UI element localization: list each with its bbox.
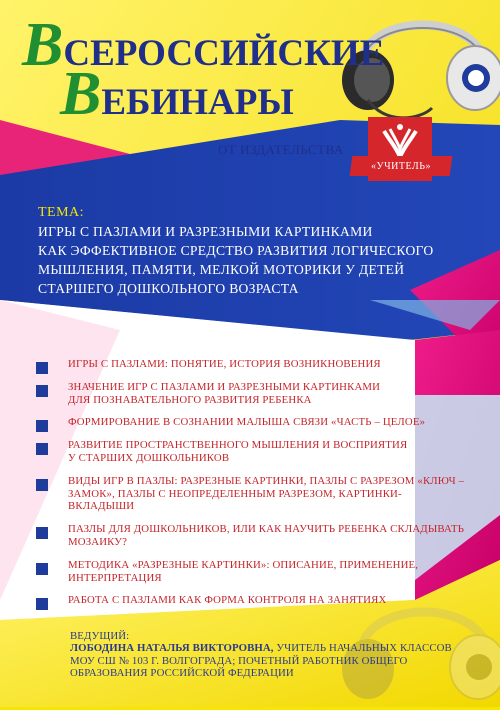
list-item-line: У СТАРШИХ ДОШКОЛЬНИКОВ xyxy=(68,451,230,464)
topic-title xyxy=(38,222,468,298)
topic-line: СТАРШЕГО ДОШКОЛЬНОГО ВОЗРАСТА xyxy=(38,281,299,296)
publisher-label: ОТ ИЗДАТЕЛЬСТВА xyxy=(218,142,344,157)
list-item-line: ВКЛАДЫШИ xyxy=(68,500,135,513)
brand-word: ЕБИНАРЫ xyxy=(101,82,294,123)
publisher-logo-text: «УЧИТЕЛЬ» xyxy=(371,161,431,172)
list-item-line: РАЗВИТИЕ ПРОСТРАНСТВЕННОГО МЫШЛЕНИЯ И ВОСПРИЯТИЯ xyxy=(68,439,408,452)
list-item-line: ЗАМОК», ПАЗЛЫ С НЕОПРЕДЕЛЕННЫМ РАЗРЕЗОМ, КАРТИНКИ- xyxy=(68,487,402,500)
bullet-square-icon xyxy=(36,479,48,491)
list-item-line: МОЗАИКУ? xyxy=(68,535,128,548)
bullet-square-icon xyxy=(36,385,48,397)
list-item xyxy=(36,381,476,407)
bullet-square-icon xyxy=(36,563,48,575)
list-item xyxy=(36,594,476,607)
list-item xyxy=(36,523,476,549)
brand-title-line2 xyxy=(60,60,294,128)
host-role: УЧИТЕЛЬ НАЧАЛЬНЫХ КЛАССОВ xyxy=(273,642,452,655)
topic-line: КАК ЭФФЕКТИВНОЕ СРЕДСТВО РАЗВИТИЯ ЛОГИЧЕСКОГО xyxy=(38,243,434,258)
agenda-list xyxy=(36,358,476,607)
host-name: ЛОБОДИНА НАТАЛЬЯ ВИКТОРОВНА, xyxy=(70,642,274,655)
list-item xyxy=(36,416,476,429)
list-item-line: ФОРМИРОВАНИЕ В СОЗНАНИИ МАЛЫША СВЯЗИ «ЧАСТЬ – ЦЕЛОЕ» xyxy=(68,416,426,429)
host-label: ВЕДУЩИЙ: xyxy=(70,630,130,642)
bullet-square-icon xyxy=(36,443,48,455)
list-item xyxy=(36,439,476,465)
bullet-square-icon xyxy=(36,527,48,539)
list-item-line: РАБОТА С ПАЗЛАМИ КАК ФОРМА КОНТРОЛЯ НА ЗАНЯТИЯХ xyxy=(68,594,387,607)
list-item-line: ИГРЫ С ПАЗЛАМИ: ПОНЯТИЕ, ИСТОРИЯ ВОЗНИКНОВЕНИЯ xyxy=(68,358,381,370)
host-line2: МОУ СШ № 103 Г. ВОЛГОГРАДА; ПОЧЕТНЫЙ РАБОТНИК ОБЩЕГО xyxy=(70,654,408,667)
list-item-line: ПАЗЛЫ ДЛЯ ДОШКОЛЬНИКОВ, ИЛИ КАК НАУЧИТЬ РЕБЕНКА СКЛАДЫВАТЬ xyxy=(68,523,465,536)
list-item-line: ИНТЕРПРЕТАЦИЯ xyxy=(68,571,162,584)
topic-label: ТЕМА: xyxy=(38,205,85,220)
topic-line: МЫШЛЕНИЯ, ПАМЯТИ, МЕЛКОЙ МОТОРИКИ У ДЕТЕЙ xyxy=(38,262,405,277)
brand-word: СЕРОССИЙСКИЕ xyxy=(63,33,385,74)
list-item-line: ДЛЯ ПОЗНАВАТЕЛЬНОГО РАЗВИТИЯ РЕБЕНКА xyxy=(68,393,312,406)
list-item-line: ЗНАЧЕНИЕ ИГР С ПАЗЛАМИ И РАЗРЕЗНЫМИ КАРТИНКАМИ xyxy=(68,380,381,393)
host-line1 xyxy=(70,642,490,654)
list-item-line: ВИДЫ ИГР В ПАЗЛЫ: РАЗРЕЗНЫЕ КАРТИНКИ, ПАЗЛЫ С РАЗРЕЗОМ «КЛЮЧ – xyxy=(68,474,465,487)
host-info xyxy=(70,630,490,680)
host-line3: ОБРАЗОВАНИЯ РОССИЙСКОЙ ФЕДЕРАЦИИ xyxy=(70,667,294,680)
list-item xyxy=(36,475,476,513)
bullet-square-icon xyxy=(36,598,48,610)
brand-initial: В xyxy=(22,11,64,79)
bullet-square-icon xyxy=(36,362,48,374)
list-item xyxy=(36,559,476,585)
list-item xyxy=(36,358,476,371)
list-item-line: МЕТОДИКА «РАЗРЕЗНЫЕ КАРТИНКИ»: ОПИСАНИЕ, ПРИМЕНЕНИЕ, xyxy=(68,558,419,571)
brand-initial: В xyxy=(60,60,102,128)
topic-line: ИГРЫ С ПАЗЛАМИ И РАЗРЕЗНЫМИ КАРТИНКАМИ xyxy=(38,224,373,239)
bullet-square-icon xyxy=(36,420,48,432)
